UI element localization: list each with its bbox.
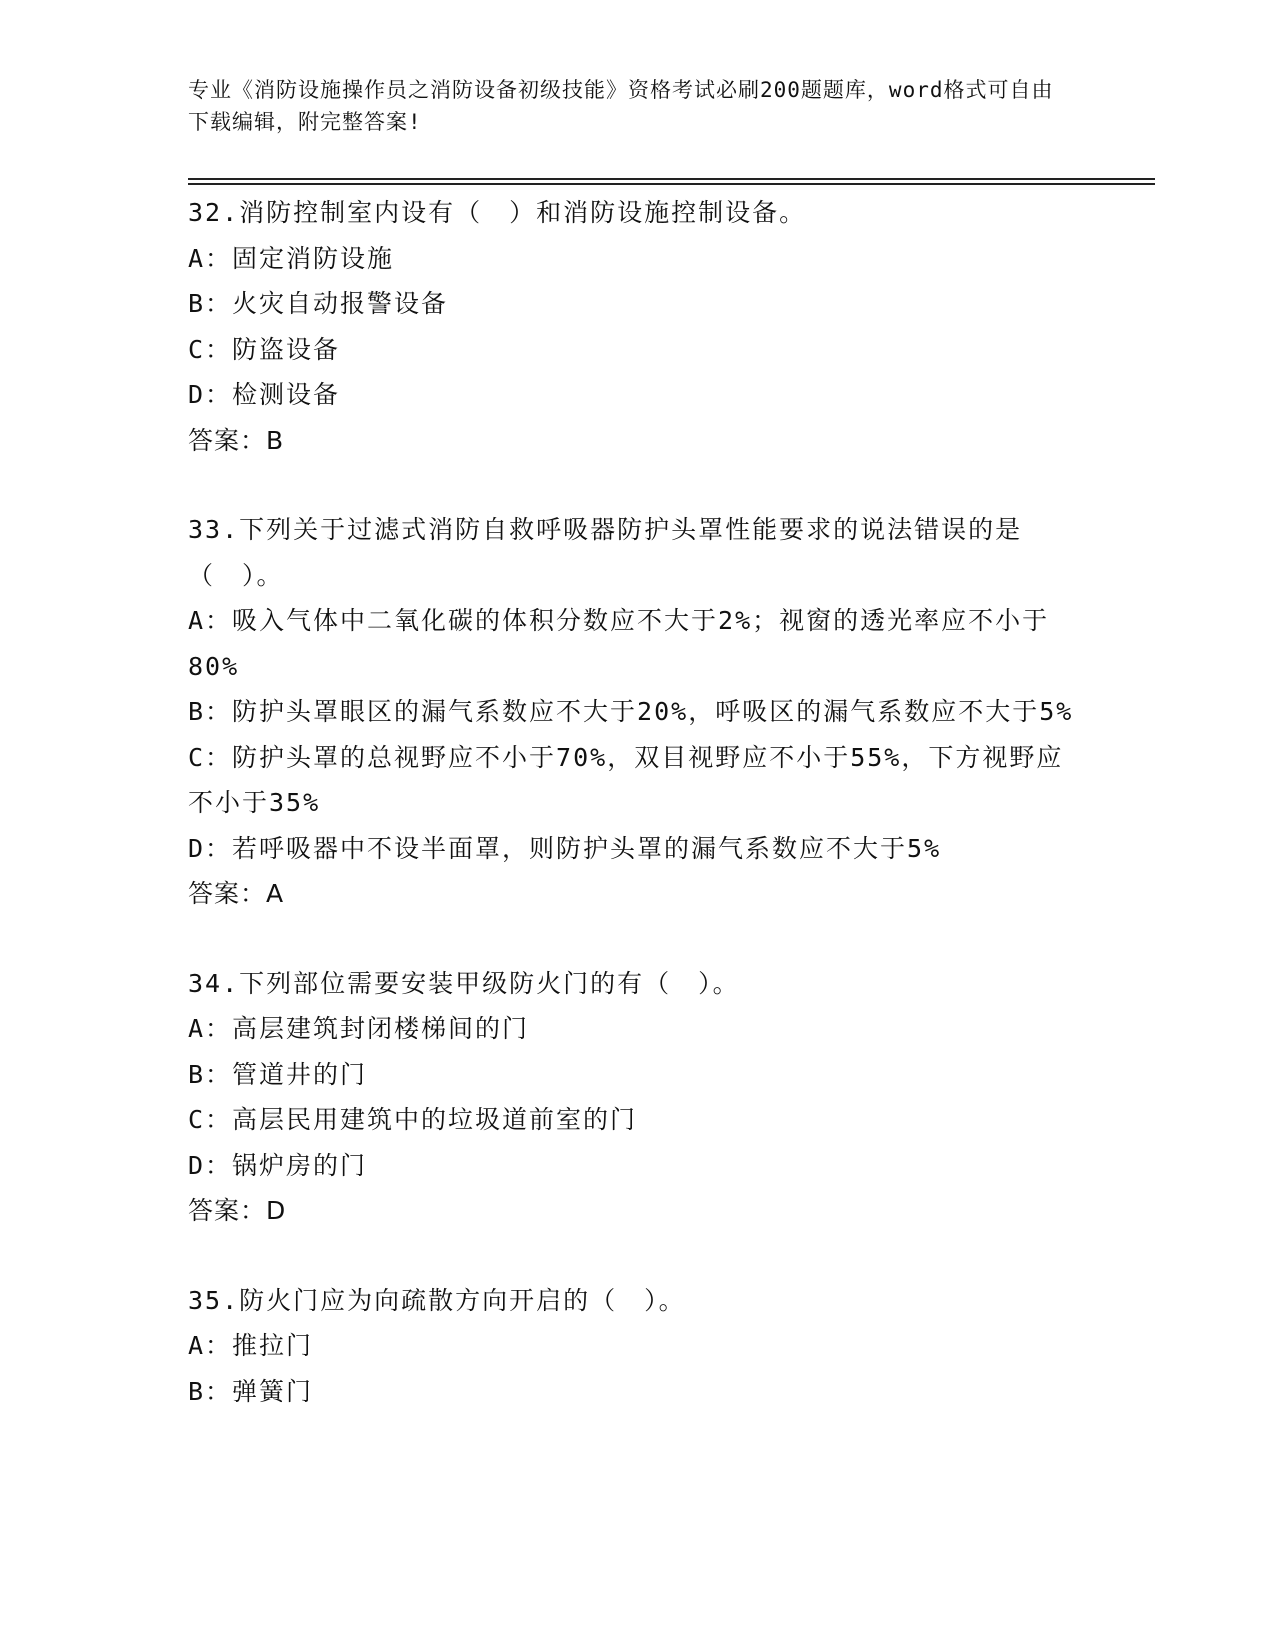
option-a: A：高层建筑封闭楼梯间的门 xyxy=(188,1014,530,1043)
answer-line: 答案：B xyxy=(188,425,285,455)
option-c: C：高层民用建筑中的垃圾道前室的门 xyxy=(188,1105,638,1134)
question-stem: 34.下列部位需要安装甲级防火门的有（ ）。 xyxy=(188,968,740,998)
option-d: D：若呼吸器中不设半面罩，则防护头罩的漏气系数应不大于5% xyxy=(188,833,942,863)
option-c: C：防盗设备 xyxy=(188,334,341,364)
question-32 xyxy=(188,190,1088,463)
option-d: D：锅炉房的门 xyxy=(188,1150,368,1180)
option-b: B：火灾自动报警设备 xyxy=(188,289,449,318)
option-a: A：吸入气体中二氧化碳的体积分数应不大于2%；视窗的透光率应不小于80% xyxy=(188,606,1050,681)
question-35 xyxy=(188,1278,1088,1415)
header-divider-top xyxy=(188,178,1155,180)
answer-line: 答案：D xyxy=(188,1196,287,1225)
option-b: B：管道井的门 xyxy=(188,1059,368,1089)
option-a: A：固定消防设施 xyxy=(188,243,395,273)
option-c: C：防护头罩的总视野应不小于70%，双目视野应不小于55%，下方视野应不小于35% xyxy=(188,742,1064,817)
header-divider-bottom xyxy=(188,183,1155,185)
option-d: D：检测设备 xyxy=(188,380,341,409)
question-stem: 33.下列关于过滤式消防自救呼吸器防护头罩性能要求的说法错误的是（ ）。 xyxy=(188,515,1023,590)
question-stem: 35.防火门应为向疏散方向开启的（ ）。 xyxy=(188,1285,686,1315)
question-list xyxy=(188,190,1088,1458)
option-b: B：弹簧门 xyxy=(188,1376,314,1406)
question-34 xyxy=(188,961,1088,1234)
document-header: 专业《消防设施操作员之消防设备初级技能》资格考试必刷200题题库，word格式可自由下载编辑，附完整答案! xyxy=(188,78,1054,134)
question-33 xyxy=(188,507,1088,917)
option-b: B：防护头罩眼区的漏气系数应不大于20%，呼吸区的漏气系数应不大于5% xyxy=(188,697,1074,726)
option-a: A：推拉门 xyxy=(188,1331,314,1360)
question-stem: 32.消防控制室内设有（ ）和消防设施控制设备。 xyxy=(188,198,807,227)
answer-line: 答案：A xyxy=(188,879,285,908)
